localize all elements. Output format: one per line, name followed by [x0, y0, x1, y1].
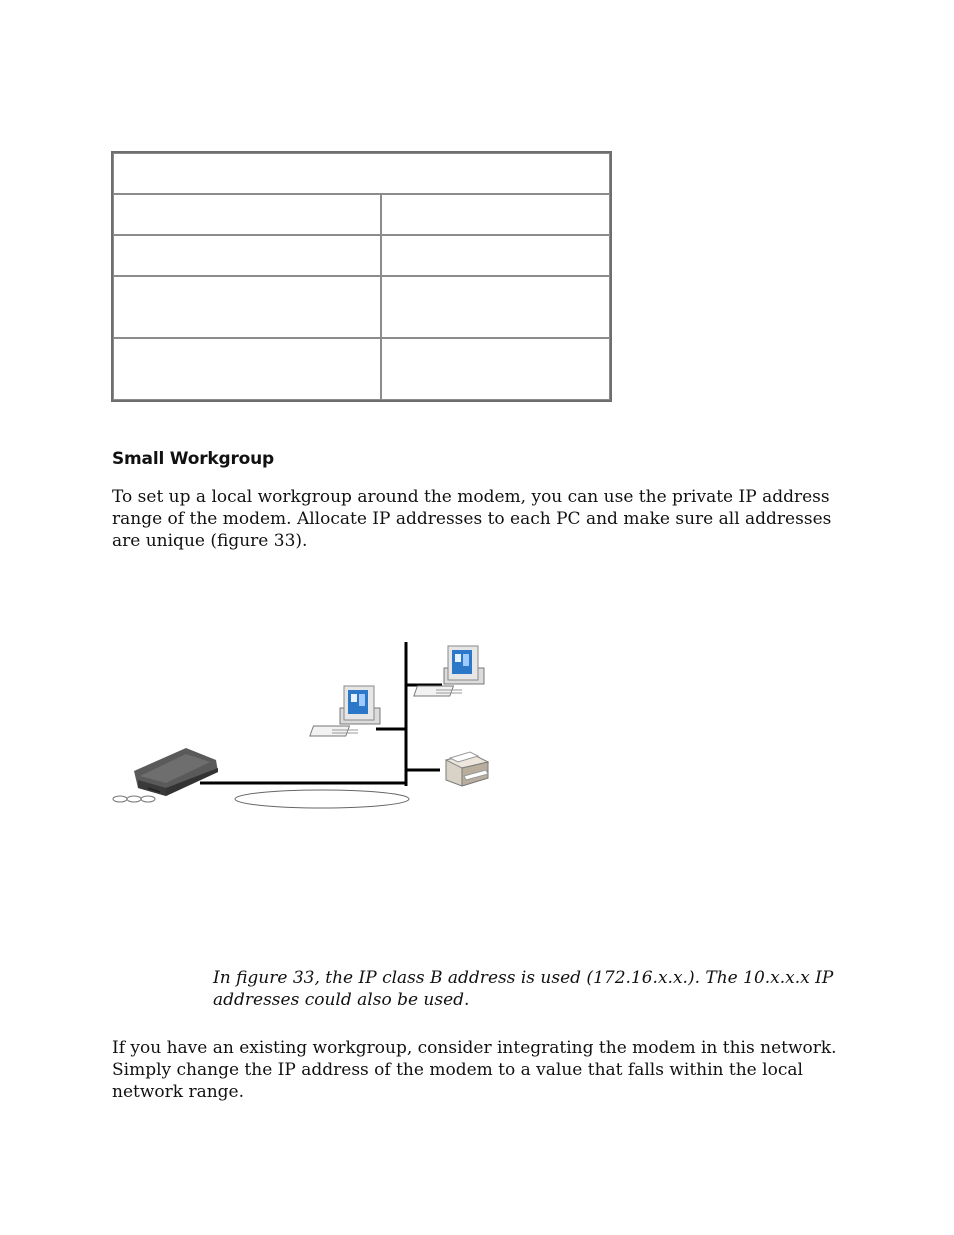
computer-icon	[414, 646, 484, 696]
table-cell	[113, 235, 381, 276]
address-table	[111, 151, 612, 402]
table-cell	[381, 338, 610, 400]
port-ellipses	[113, 796, 155, 802]
table-cell	[113, 276, 381, 338]
table-cell	[113, 338, 381, 400]
figure-note: In figure 33, the IP class B address is used (172.16.x.x.). The 10.x.x.x IP addresses could also be used.	[213, 968, 834, 1010]
network-diagram	[100, 630, 520, 830]
section-heading: Small Workgroup	[112, 449, 275, 469]
table-cell	[113, 194, 381, 235]
modem-icon	[134, 748, 218, 796]
table-cell	[381, 276, 610, 338]
network-lines	[200, 642, 442, 786]
intro-paragraph: To set up a local workgroup around the modem, you can use the private IP address range of the modem. Allocate IP addresses to each PC and make sure all addresses are unique (figure 33).	[112, 487, 832, 551]
computer-icon	[310, 686, 380, 736]
printer-icon	[446, 752, 488, 786]
table-cell	[381, 194, 610, 235]
closing-paragraph: If you have an existing workgroup, consider integrating the modem in this network. Simply change the IP address of the modem to a value that falls within the local network range.	[112, 1038, 837, 1102]
table-title-cell	[113, 153, 610, 194]
network-label-ellipse	[235, 790, 409, 808]
table-cell	[381, 235, 610, 276]
